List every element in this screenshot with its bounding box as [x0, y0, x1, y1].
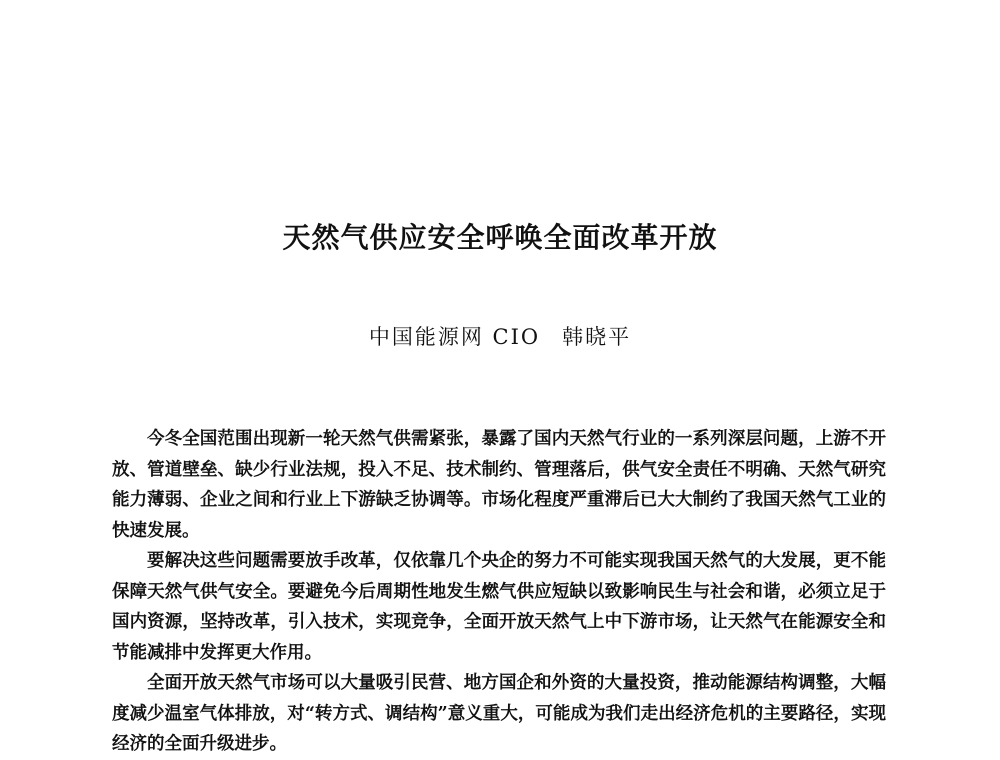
article-title: 天然气供应安全呼唤全面改革开放	[282, 221, 718, 254]
body-paragraph-1: 今冬全国范围出现新一轮天然气供需紧张，暴露了国内天然气行业的一系列深层问题，上游不开放、管道壁垒、缺少行业法规，投入不足、技术制约、管理落后，供气安全责任不明确、天然气研究能力薄弱、企业之间和行业上下游缺乏协调等。市场化程度严重滞后已大大制约了我国天然气工业的快速发展。	[112, 429, 886, 541]
article-byline	[0, 322, 1000, 352]
body-paragraph-3: 全面开放天然气市场可以大量吸引民营、地方国企和外资的大量投资，推动能源结构调整，大幅度减少温室气体排放，对“转方式、调结构”意义重大，可能成为我们走出经济危机的主要路径，实现经济的全面升级进步。	[112, 673, 886, 754]
body-paragraph-2: 要解决这些问题需要放手改革，仅依靠几个央企的努力不可能实现我国天然气的大发展，更不能保障天然气供气安全。要避免今后周期性地发生燃气供应短缺以致影响民生与社会和谐，必须立足于国内资源，坚持改革，引入技术，实现竞争，全面开放天然气上中下游市场，让天然气在能源安全和节能减排中发挥更大作用。	[112, 551, 886, 663]
byline-source: 中国能源网 CIO	[368, 325, 541, 349]
article-body	[112, 424, 886, 760]
byline-author: 韩晓平	[562, 325, 632, 349]
